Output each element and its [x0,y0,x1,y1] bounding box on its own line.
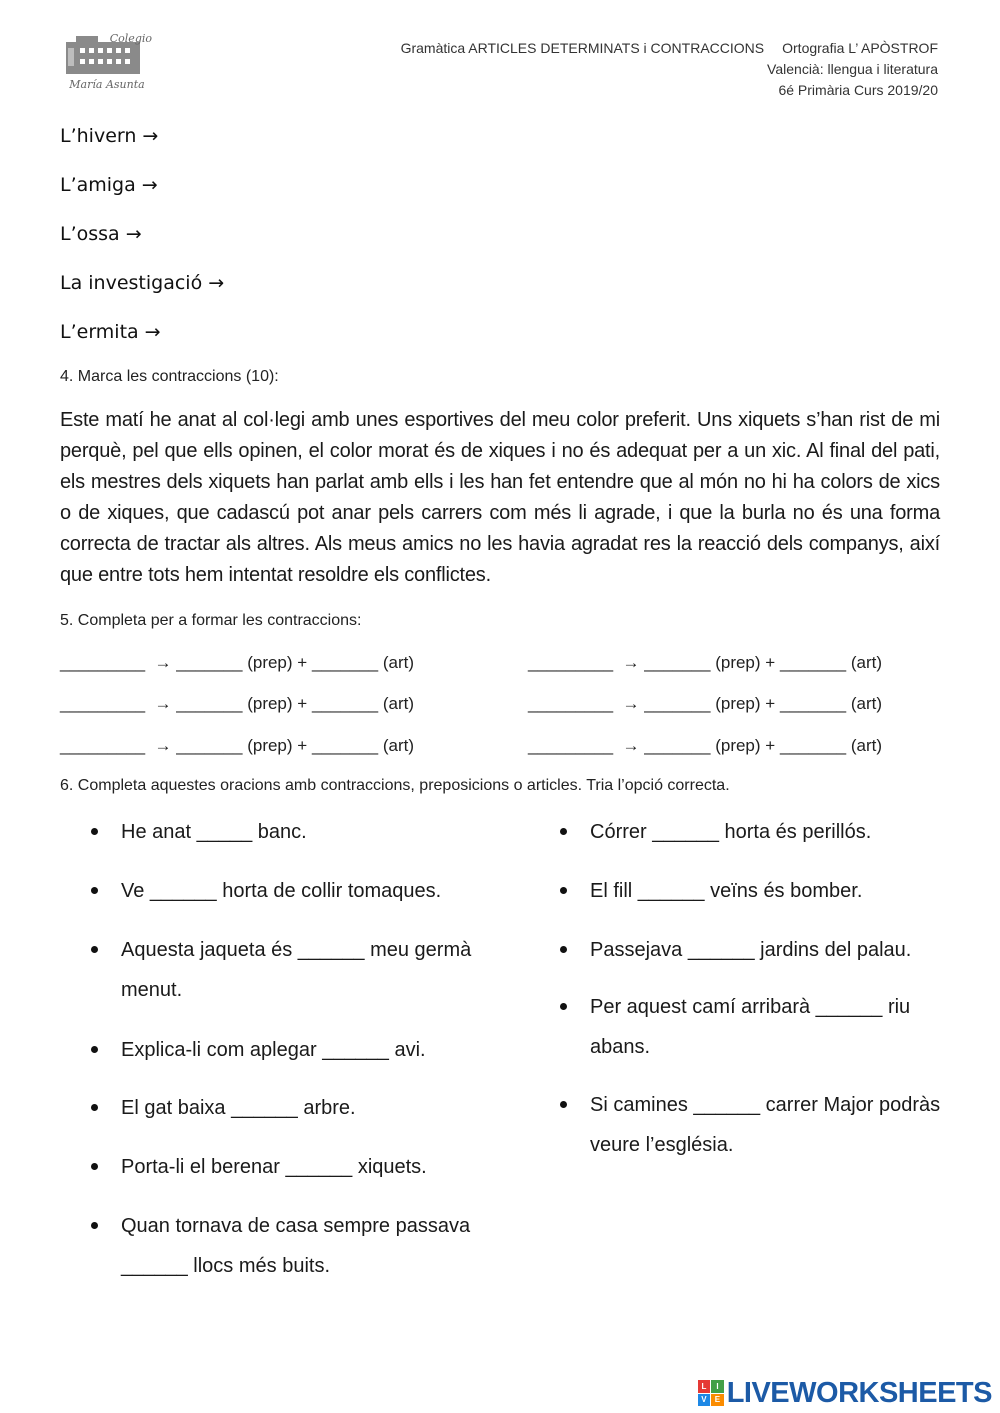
blank[interactable]: _________ [60,694,146,713]
word-item-5 [60,321,161,343]
sentence-text: El fill ______ veïns és bomber. [590,880,863,902]
art-label: (art) [382,653,415,672]
bullet-icon [560,946,567,953]
prep-label: (prep) + [715,736,776,755]
sentence-text: El gat baixa ______ arbre. [121,1097,356,1119]
bullet-icon [91,946,98,953]
arrow-right-icon: → [208,272,225,294]
brand-text: LIVEWORKSHEETS [726,1376,992,1409]
bullet-icon [560,1003,567,1010]
bullet-icon [560,1101,567,1108]
school-logo [62,28,152,96]
blank[interactable]: _______ [644,694,711,713]
bullet-icon [560,887,567,894]
sentence-item [121,1088,356,1128]
art-label: (art) [382,694,415,713]
arrow-right-icon: → [125,223,142,245]
arrow-right-icon: → [154,736,172,755]
sentence-text-cont: abans. [590,1036,651,1058]
arrow-right-icon: → [154,653,172,672]
liveworksheets-logo[interactable] [698,1376,992,1410]
blank[interactable]: _______ [176,653,243,672]
sentence-text: Porta-li el berenar ______ xiquets. [121,1156,427,1178]
badge-letter: L [698,1380,711,1393]
arrow-right-icon: → [622,736,640,755]
section-4-paragraph: Este matí he anat al col·legi amb unes esportives del meu color preferit. Uns xiquets s’han rist de mi perquè, pel que ells opinen, el color morat és de xiques i no és adequat per a un xic. Al final del pati, els mestres dels xiquets han parlat amb ells i les han fet entendre que al món no hi ha colors de xics o de xiques, que cadascú pot anar pels carrers com més li agrade, i que la burla no és una forma correcta de tractar als altres. Als meus amics no les havia agradat res la reacció dels companys, així que entre tots hem intentat resoldre els conflictes. [60,409,940,586]
header-topic: Ortografia L’ APÒSTROF [782,40,938,56]
section-4-title: 4. Marca les contraccions (10): [60,368,279,385]
blank[interactable]: _______ [176,736,243,755]
blank[interactable]: _________ [528,653,614,672]
sentence-item [590,930,911,970]
word-text: L’hivern [60,125,137,147]
brand-badge-icon [698,1380,724,1406]
prep-label: (prep) + [247,653,308,672]
header-subject: Gramàtica ARTICLES DETERMINATS i CONTRACCIONS [400,40,765,56]
blank[interactable]: _______ [779,694,847,713]
blank[interactable]: _________ [528,736,614,755]
bullet-icon [91,1104,98,1111]
word-text: L’amiga [60,174,136,196]
word-text: L’ermita [60,321,139,343]
blank[interactable]: _______ [311,736,379,755]
header-line-2: Valencià: llengua i literatura [767,61,938,77]
bullet-icon [91,1046,98,1053]
header-line-1 [401,38,938,59]
sentence-item [121,1147,427,1187]
sentence-text: Passejava ______ jardins del palau. [590,939,912,961]
sentence-item [590,1085,940,1165]
sentence-text: Explica-li com aplegar ______ avi. [121,1039,426,1061]
contraction-row [528,653,882,673]
sentence-text: Per aquest camí arribarà ______ riu [590,996,911,1018]
blank[interactable]: _________ [528,694,614,713]
prep-label: (prep) + [247,736,308,755]
blank[interactable]: _______ [644,653,711,672]
word-item-3 [60,223,142,245]
blank[interactable]: _______ [644,736,711,755]
sentence-item [121,930,471,1010]
bullet-icon [560,828,567,835]
sentence-text: Si camines ______ carrer Major podràs [590,1094,941,1116]
contraction-row [60,653,414,673]
art-label: (art) [850,653,883,672]
contraction-row [60,736,414,756]
sentence-item [121,1206,470,1286]
contraction-row [528,694,882,714]
sentence-text: Aquesta jaqueta és ______ meu germà [121,939,472,961]
logo-text-top: Colegio [109,32,152,45]
arrow-right-icon: → [622,653,640,672]
bullet-icon [91,887,98,894]
prep-label: (prep) + [247,694,308,713]
arrow-right-icon: → [622,694,640,713]
sentence-text: Ve ______ horta de collir tomaques. [121,880,442,902]
bullet-icon [91,828,98,835]
sentence-item [121,812,307,852]
sentence-item [590,987,910,1067]
art-label: (art) [850,694,883,713]
sentence-text: He anat _____ banc. [121,821,307,843]
logo-text-bottom: María Asunta [69,78,145,91]
sentence-text: Córrer ______ horta és perillós. [590,821,872,843]
sentence-text-cont: veure l’església. [590,1134,734,1156]
arrow-right-icon: → [144,321,161,343]
contraction-row [60,694,414,714]
word-item-4 [60,272,224,294]
document-header [401,38,938,101]
blank[interactable]: _______ [779,736,847,755]
sentence-item [121,1030,426,1070]
art-label: (art) [382,736,415,755]
blank[interactable]: _______ [176,694,243,713]
blank[interactable]: _______ [311,653,379,672]
contraction-row [528,736,882,756]
blank[interactable]: _________ [60,736,146,755]
word-item-2 [60,174,158,196]
prep-label: (prep) + [715,653,776,672]
arrow-right-icon: → [141,174,158,196]
section-6-title: 6. Completa aquestes oracions amb contraccions, preposicions o articles. Tria l’opció correcta. [60,777,730,794]
sentence-text: Quan tornava de casa sempre passava [121,1215,471,1237]
sentence-text-cont: ______ llocs més buits. [121,1255,331,1277]
sentence-text-cont: menut. [121,979,183,1001]
bullet-icon [91,1222,98,1229]
badge-letter: E [711,1394,724,1407]
blank[interactable]: _________ [60,653,146,672]
header-line-3: 6é Primària Curs 2019/20 [778,82,938,98]
sentence-item [590,812,871,852]
sentence-item [121,871,441,911]
arrow-right-icon: → [142,125,159,147]
blank[interactable]: _______ [311,694,379,713]
word-text: L’ossa [60,223,120,245]
arrow-right-icon: → [154,694,172,713]
badge-letter: V [698,1394,711,1407]
blank[interactable]: _______ [779,653,847,672]
word-text: La investigació [60,272,203,294]
section-5-title: 5. Completa per a formar les contraccions: [60,612,362,629]
bullet-icon [91,1163,98,1170]
prep-label: (prep) + [715,694,776,713]
art-label: (art) [850,736,883,755]
badge-letter: I [711,1380,724,1393]
sentence-item [590,871,862,911]
word-item-1 [60,125,158,147]
